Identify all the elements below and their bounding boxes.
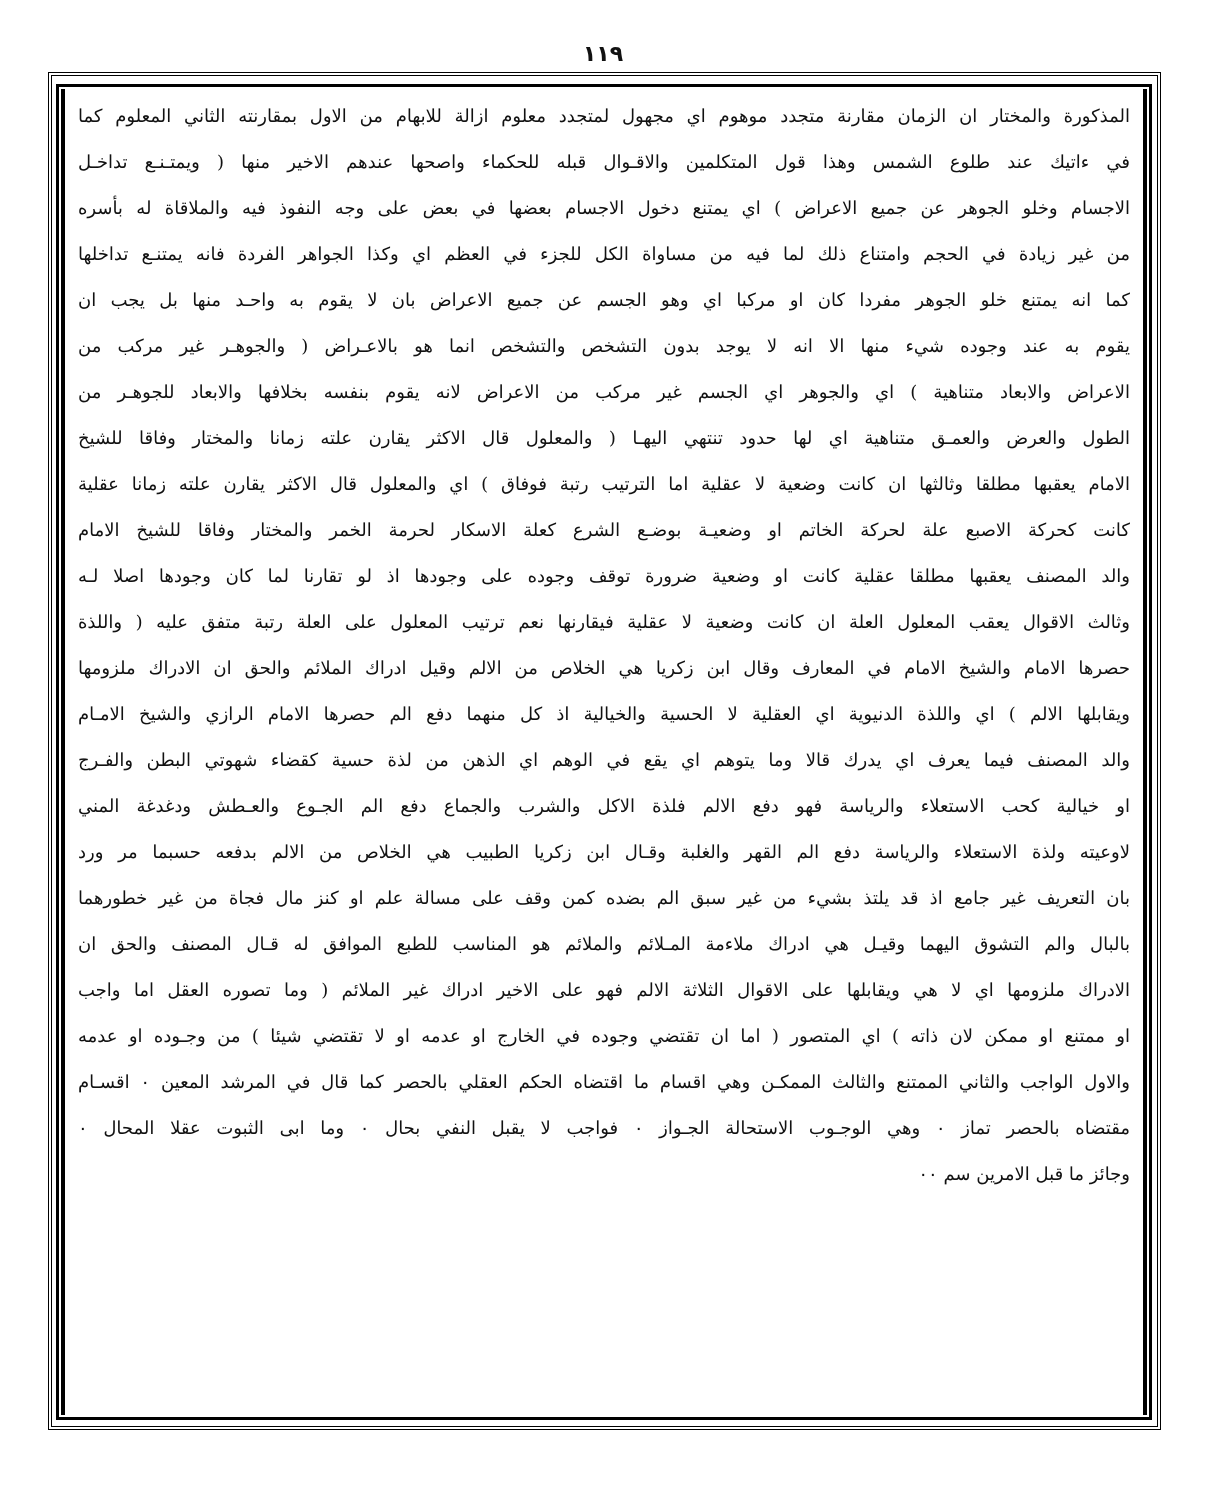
text-line-last: وجائز ما قبل الامرين سم ٠٠ xyxy=(918,1164,1130,1185)
text-line: الاجسام وخلو الجوهر عن جميع الاعراض ) اي يمتنع دخول الاجسام بعضها في بعض على وجه النفوذ فيه والملاقاة له بأسره xyxy=(78,198,1130,219)
text-line: في ءاتيك عند طلوع الشمس وهذا قول المتكلمين والاقـوال قبله للحكماء واصحها عندهم الاخير منها ( ويمتـنـع تداخـل xyxy=(78,152,1130,173)
text-line: ويقابلها الالم ) اي واللذة الدنيوية اي العقلية لا الحسية والخيالية اذ كل منهما دفع الم حصرها الامام الرازي والشيخ الامـام xyxy=(78,704,1130,725)
text-line: بالبال والم التشوق اليهما وقيـل هي ادراك ملاءمة المـلائم والملائم هو المناسب للطبع الموافق له قـال المصنف والحق ان xyxy=(78,934,1130,955)
text-line: بان التعريف غير جامع اذ قد يلتذ بشيء من غير سبق الم بضده كمن وقف على مسالة علم او كنز مال فجاة من غير خطورهما xyxy=(78,888,1130,909)
text-line: وثالث الاقوال يعقب المعلول العلة ان كانت وضعية لا عقلية فيقارنها نعم ترتيب المعلول على العلة رتبة متفق عليه ( واللذة xyxy=(78,612,1130,633)
text-line: والد المصنف يعقبها مطلقا عقلية كانت او وضعية ضرورة توقف وجوده على وجودها اذ لو تقارنا لما كان وجودها اصلا لـه xyxy=(78,566,1130,587)
text-line: الامام يعقبها مطلقا وثالثها ان كانت وضعية لا عقلية اما الترتيب رتبة فوفاق ) اي والمعلول قال الاكثر يقارن علته زمانا عقلية xyxy=(78,474,1130,495)
text-line: حصرها الامام والشيخ الامام في المعارف وقال ابن زكريا هي الخلاص من الالم وقيل ادراك الملائم والحق ان الادراك ملزومها xyxy=(78,658,1130,679)
text-line: الطول والعرض والعمـق متناهية اي لها حدود تنتهي اليهـا ( والمعلول قال الاكثر يقارن علته زمانا والمختار وفاقا للشيخ xyxy=(78,428,1130,449)
text-line: او خيالية كحب الاستعلاء والرياسة فهو دفع الالم فلذة الاكل والشرب والجماع دفع الم الجـوع والعـطش ودغدغة المني xyxy=(78,796,1130,817)
text-line: والاول الواجب والثاني الممتنع والثالث الممكـن وهي اقسام ما اقتضاه الحكم العقلي بالحصر كما قال في المرشد المعين ٠ اقسـام xyxy=(78,1072,1130,1093)
text-line: الادراك ملزومها اي لا هي ويقابلها على الاقوال الثلاثة الالم فهو على الاخير ادراك غير الملائم ( وما تصوره العقل اما واجب xyxy=(78,980,1130,1001)
text-line: لاوعيته ولذة الاستعلاء والرياسة دفع الم القهر والغلبة وقـال ابن زكريا الطبيب هي الخلاص من الالم بدفعه حسبما مر ورد xyxy=(78,842,1130,863)
text-line: كانت كحركة الاصبع علة لحركة الخاتم او وضعيـة بوضـع الشرع كعلة الاسكار لحرمة الخمر والمختار وفاقا للشيخ الامام xyxy=(78,520,1130,541)
text-line: مقتضاه بالحصر تماز ٠ وهي الوجـوب الاستحالة الجـواز ٠ فواجب لا يقبل النفي بحال ٠ وما ابى الثبوت عقلا المحال ٠ xyxy=(78,1118,1130,1139)
text-body xyxy=(78,94,1130,1198)
page-number: ١١٩ xyxy=(582,42,624,67)
text-line: والد المصنف فيما يعرف اي يدرك قالا وما يتوهم اي يقع في الوهم اي الذهن من لذة حسية كقضاء شهوتي البطن والفـرج xyxy=(78,750,1130,771)
text-line: كما انه يمتنع خلو الجوهر مفردا كان او مركبا اي وهو الجسم عن جميع الاعراض بان لا يقوم به واحـد منها بل يجب ان xyxy=(78,290,1130,311)
text-line: او ممتنع او ممكن لان ذاته ) اي المتصور ( اما ان تقتضي وجوده في الخارج او عدمه او لا تقتضي شيئا ) من وجـوده او عدمه xyxy=(78,1026,1130,1047)
text-line: المذكورة والمختار ان الزمان مقارنة متجدد موهوم اي مجهول لمتجدد معلوم ازالة للابهام من الاول بمقارنته الثاني المعلوم كما xyxy=(78,106,1130,127)
text-line: الاعراض والابعاد متناهية ) اي والجوهر اي الجسم غير مركب من الاعراض لانه يقوم بنفسه بخلافها والابعاد للجوهـر من xyxy=(78,382,1130,403)
text-line: من غير زيادة في الحجم وامتناع ذلك لما فيه من مساواة الكل للجزء في العظم اي وكذا الجواهر الفردة فانه يمتنـع تداخلها xyxy=(78,244,1130,265)
text-line: يقوم به عند وجوده شيء منها الا انه لا يوجد بدون التشخص والتشخص انما هو بالاعـراض ( والجوهـر غير مركب من xyxy=(78,336,1130,357)
